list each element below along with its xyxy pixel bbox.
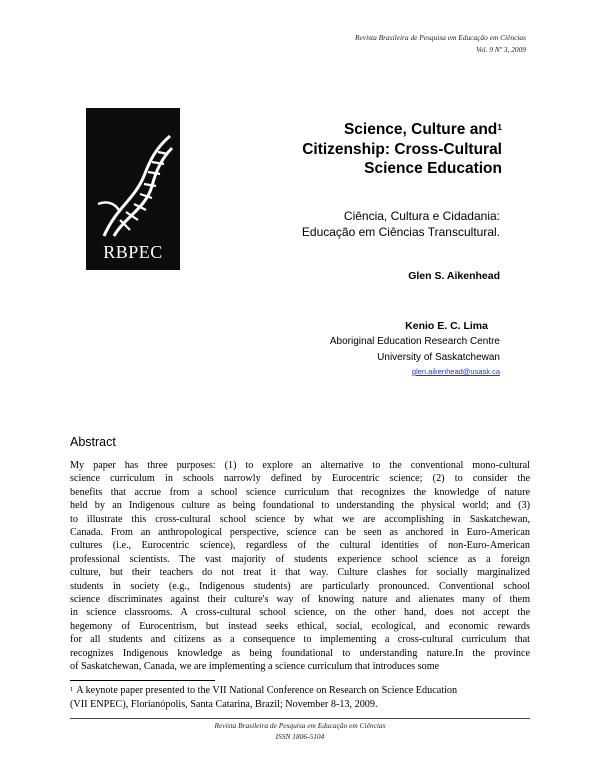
portuguese-title xyxy=(302,208,500,240)
abstract-line: students in society (e.g., Indigenous students) are particularly pronounced. Conventional school xyxy=(70,580,530,592)
footnote-mark: 1 xyxy=(70,686,74,693)
footer-issn: ISSN 1806-5104 xyxy=(275,731,325,741)
footer-divider xyxy=(70,718,530,719)
title-line-1: Science, Culture and xyxy=(343,121,498,138)
volume-info: Vol. 9 Nº 3, 2009 xyxy=(476,45,526,54)
footer-journal: Revista Brasileira de Pesquisa em Educação em Ciências xyxy=(214,721,386,730)
abstract-line: science discriminates against their culture's way of knowing nature and alienates many of them xyxy=(70,594,530,606)
rbpec-logo xyxy=(86,108,180,270)
abstract-heading: Abstract xyxy=(70,435,116,449)
abstract-line: held by an Indigenous culture as being foundational to understanding the physical world; and (3) xyxy=(70,500,530,512)
logo-text: RBPEC xyxy=(103,242,163,262)
title-footnote-mark: 1 xyxy=(497,122,502,132)
journal-name: Revista Brasileira de Pesquisa em Educação em Ciências xyxy=(355,33,526,42)
abstract-line: of Saskatchewan, Canada, we are implementing a science curriculum that introduces some xyxy=(70,661,440,673)
abstract-line: cultures (i.e., Eurocentric science), regardless of the cultural identities of non-Euro-American xyxy=(70,540,530,552)
footnote-line-1: A keynote paper presented to the VII National Conference on Research on Science Education xyxy=(76,685,458,696)
footnote xyxy=(70,684,530,711)
subtitle-line-1: Ciência, Cultura e Cidadania: xyxy=(343,209,500,223)
page-footer xyxy=(0,721,600,742)
abstract-text xyxy=(70,459,530,674)
footnote-line-2: (VII ENPEC), Florianópolis, Santa Catarina, Brazil; November 8-13, 2009. xyxy=(70,698,378,710)
subtitle-line-2: Educação em Ciências Transcultural. xyxy=(301,225,500,239)
abstract-line: hegemony of Eurocentrism, but instead seeks ethical, social, ecological, and economic rewards xyxy=(70,620,530,632)
author-1: Glen S. Aikenhead xyxy=(408,270,500,282)
abstract-line: for all students and citizens as a consequence to implementing a cross-cultural curriculum that xyxy=(70,634,530,646)
author-email-link[interactable]: glen.aikenhead@usask.ca xyxy=(411,367,500,376)
footnote-divider xyxy=(70,680,215,681)
title-line-2: Citizenship: Cross-Cultural xyxy=(302,140,502,158)
abstract-line: to illustrate this cross-cultural school science by what we are accomplishing in Saskatchewan, xyxy=(70,513,530,525)
affiliation-line-1: Aboriginal Education Research Centre xyxy=(329,336,500,347)
author-2-block xyxy=(330,318,500,378)
abstract-line: Canada. From an anthropological perspective, science can be seen as anchored in Euro-American xyxy=(70,527,530,539)
abstract-line: science curriculum in schools narrowly defined by Eurocentric science; (2) to consider the xyxy=(70,473,530,485)
abstract-line: in science classrooms. A cross-cultural school science, on the other hand, does not accept the xyxy=(70,607,530,619)
abstract-line: culture, but their teachers do not treat it that way. Culture clashes for socially marginalized xyxy=(70,567,530,579)
title-line-3: Science Education xyxy=(364,160,502,177)
abstract-line: recognizes Indigenous knowledge as being foundational to understanding nature.In the province xyxy=(70,647,530,659)
running-header xyxy=(355,32,526,56)
author-2: Kenio E. C. Lima xyxy=(405,320,488,332)
paper-title xyxy=(302,120,502,179)
abstract-line: professional scientists. The vast majority of students experience school science as a foreign xyxy=(70,553,530,565)
affiliation-line-2: University of Saskatchewan xyxy=(377,352,500,363)
abstract-line: benefits that accrue from a school science curriculum that recognizes the knowledge of nature xyxy=(70,486,530,498)
abstract-line: My paper has three purposes: (1) to explore an alternative to the conventional mono-cultural xyxy=(70,460,530,471)
